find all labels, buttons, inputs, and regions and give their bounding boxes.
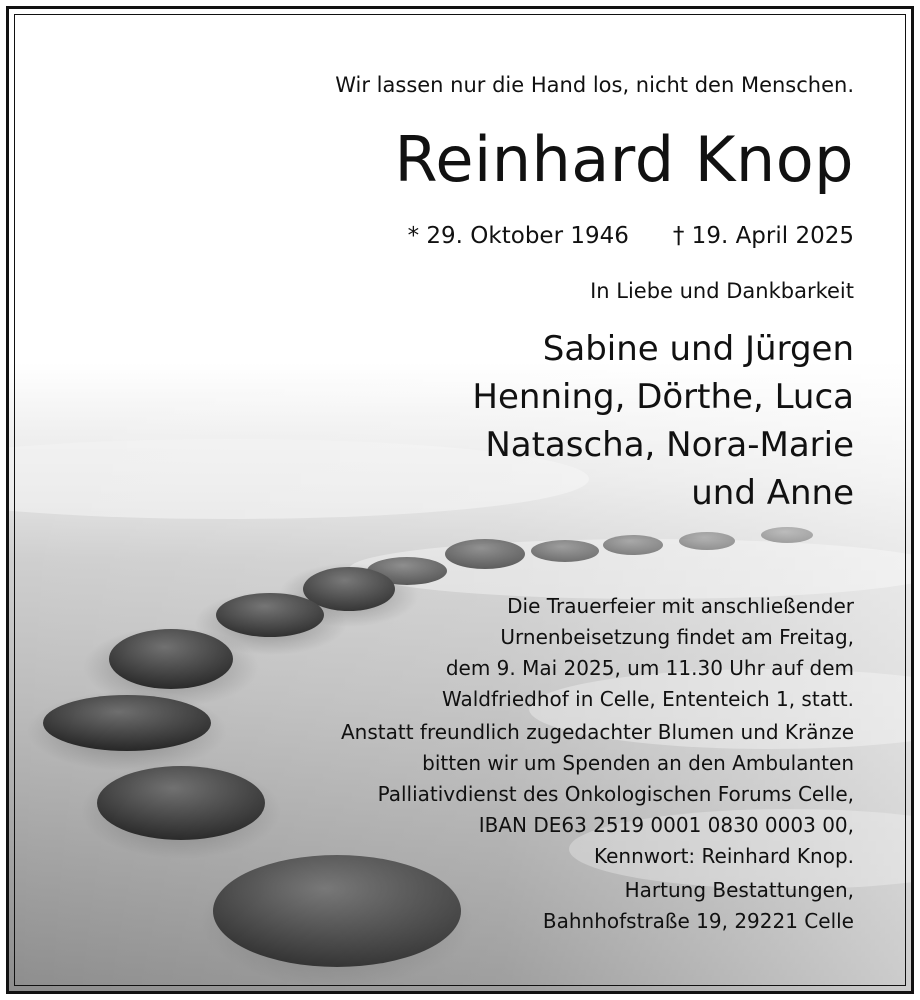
notice-frame [6,6,914,994]
donation-line: Anstatt freundlich zugedachter Blumen und Kränze [340,720,854,744]
birth-date: * 29. Oktober 1946 [407,223,629,249]
death-date: † 19. April 2025 [672,223,854,249]
mourner-line: Natascha, Nora-Marie [485,425,854,465]
donation-line: Palliativdienst des Onkologischen Forums Celle, [377,782,854,806]
mourner-line: Henning, Dörthe, Luca [472,377,854,417]
farewell-quote: Wir lassen nur die Hand los, nicht den Menschen. [335,73,854,97]
donation-line: bitten wir um Spenden an den Ambulanten [422,751,854,775]
ceremony-line: Urnenbeisetzung findet am Freitag, [500,625,854,649]
undertaker-info [543,875,854,937]
donation-line: Kennwort: Reinhard Knop. [594,844,854,868]
ceremony-info [442,591,854,715]
mourner-line: Sabine und Jürgen [542,329,854,369]
undertaker-line: Bahnhofstraße 19, 29221 Celle [542,909,854,933]
notice-content [9,9,911,991]
ceremony-line: dem 9. Mai 2025, um 11.30 Uhr auf dem [445,656,854,680]
life-dates [408,223,854,249]
mourners-list [472,325,854,517]
mourner-line: und Anne [691,473,854,513]
ceremony-line: Die Trauerfeier mit anschließender [507,594,854,618]
ceremony-line: Waldfriedhof in Celle, Ententeich 1, statt. [442,687,854,711]
donation-line: IBAN DE63 2519 0001 0830 0003 00, [478,813,854,837]
undertaker-line: Hartung Bestattungen, [624,878,854,902]
donation-info [341,717,854,872]
deceased-name: Reinhard Knop [394,123,854,196]
dedication-line: In Liebe und Dankbarkeit [590,279,854,303]
